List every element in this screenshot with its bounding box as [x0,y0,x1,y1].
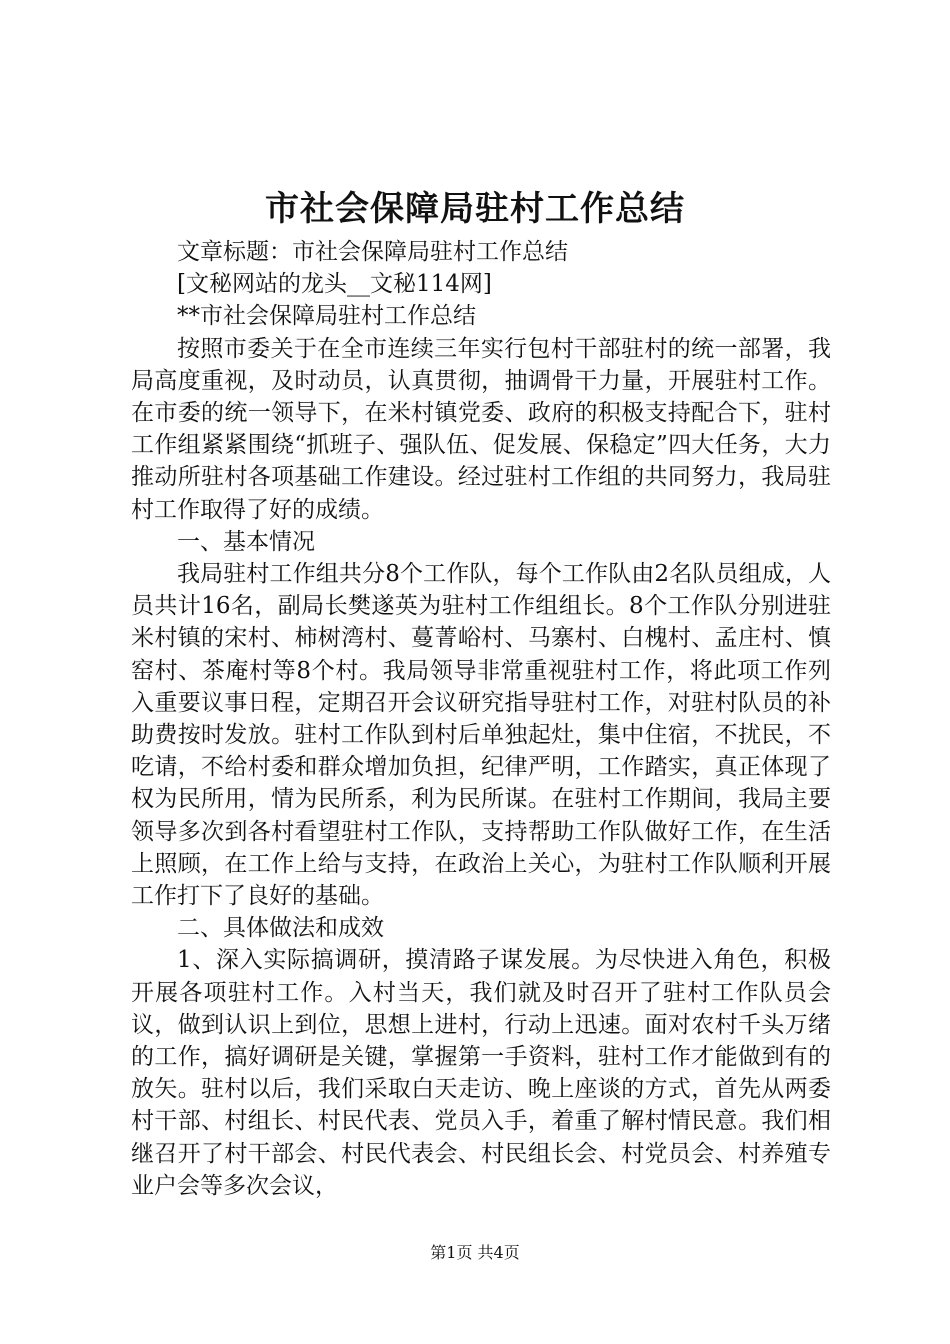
source-line: [文秘网站的龙头__文秘114网] [177,271,492,298]
page-number-footer: 第1页 共4页 [430,1243,520,1262]
section-heading-methods: 二、具体做法和成效 [177,915,384,942]
paragraph-methods: 1、深入实际搞调研，摸清路子谋发展。为尽快进入角色，积极开展各项驻村工作。入村当天，我们就及时召开了驻村工作队员会议，做到认识上到位，思想上进村，行动上迅速。面对农村千头万绪的工作，搞好调研是关键，掌握第一手资料，驻村工作才能做到有的放矢。驻村以后，我们采取白天走访、晚上座谈的方式，首先从两委村干部、村组长、村民代表、党员入手，着重了解村情民意。我们相继召开了村干部会、村民代表会、村民组长会、村党员会、村养殖专业户会等多次会议， [131,947,831,1199]
section-heading-basic: 一、基本情况 [177,528,315,555]
document-title: 市社会保障局驻村工作总结 [265,189,685,229]
document-body [131,236,831,1202]
paragraph-basic: 我局驻村工作组共分8个工作队，每个工作队由2名队员组成，人员共计16名，副局长樊遂英为驻村工作组组长。8个工作队分别进驻米村镇的宋村、柿树湾村、蔓菁峪村、马寨村、白槐村、孟庄村、慎窑村、茶庵村等8个村。我局领导非常重视驻村工作，将此项工作列入重要议事日程，定期召开会议研究指导驻村工作，对驻村队员的补助费按时发放。驻村工作队到村后单独起灶，集中住宿，不扰民，不吃请，不给村委和群众增加负担，纪律严明，工作踏实，真正体现了权为民所用，情为民所系，利为民所谋。在驻村工作期间，我局主要领导多次到各村看望驻村工作队，支持帮助工作队做好工作，在生活上照顾，在工作上给与支持，在政治上关心，为驻村工作队顺利开展工作打下了良好的基础。 [131,561,831,910]
meta-title-line: 文章标题：市社会保障局驻村工作总结 [177,239,568,265]
subtitle-line: **市社会保障局驻村工作总结 [177,303,476,330]
paragraph-intro: 按照市委关于在全市连续三年实行包村干部驻村的统一部署，我局高度重视，及时动员，认真贯彻，抽调骨干力量，开展驻村工作。在市委的统一领导下，在米村镇党委、政府的积极支持配合下，驻村工作组紧紧围绕“抓班子、强队伍、促发展、保稳定”四大任务，大力推动所驻村各项基础工作建设。经过驻村工作组的共同努力，我局驻村工作取得了好的成绩。 [131,335,831,523]
